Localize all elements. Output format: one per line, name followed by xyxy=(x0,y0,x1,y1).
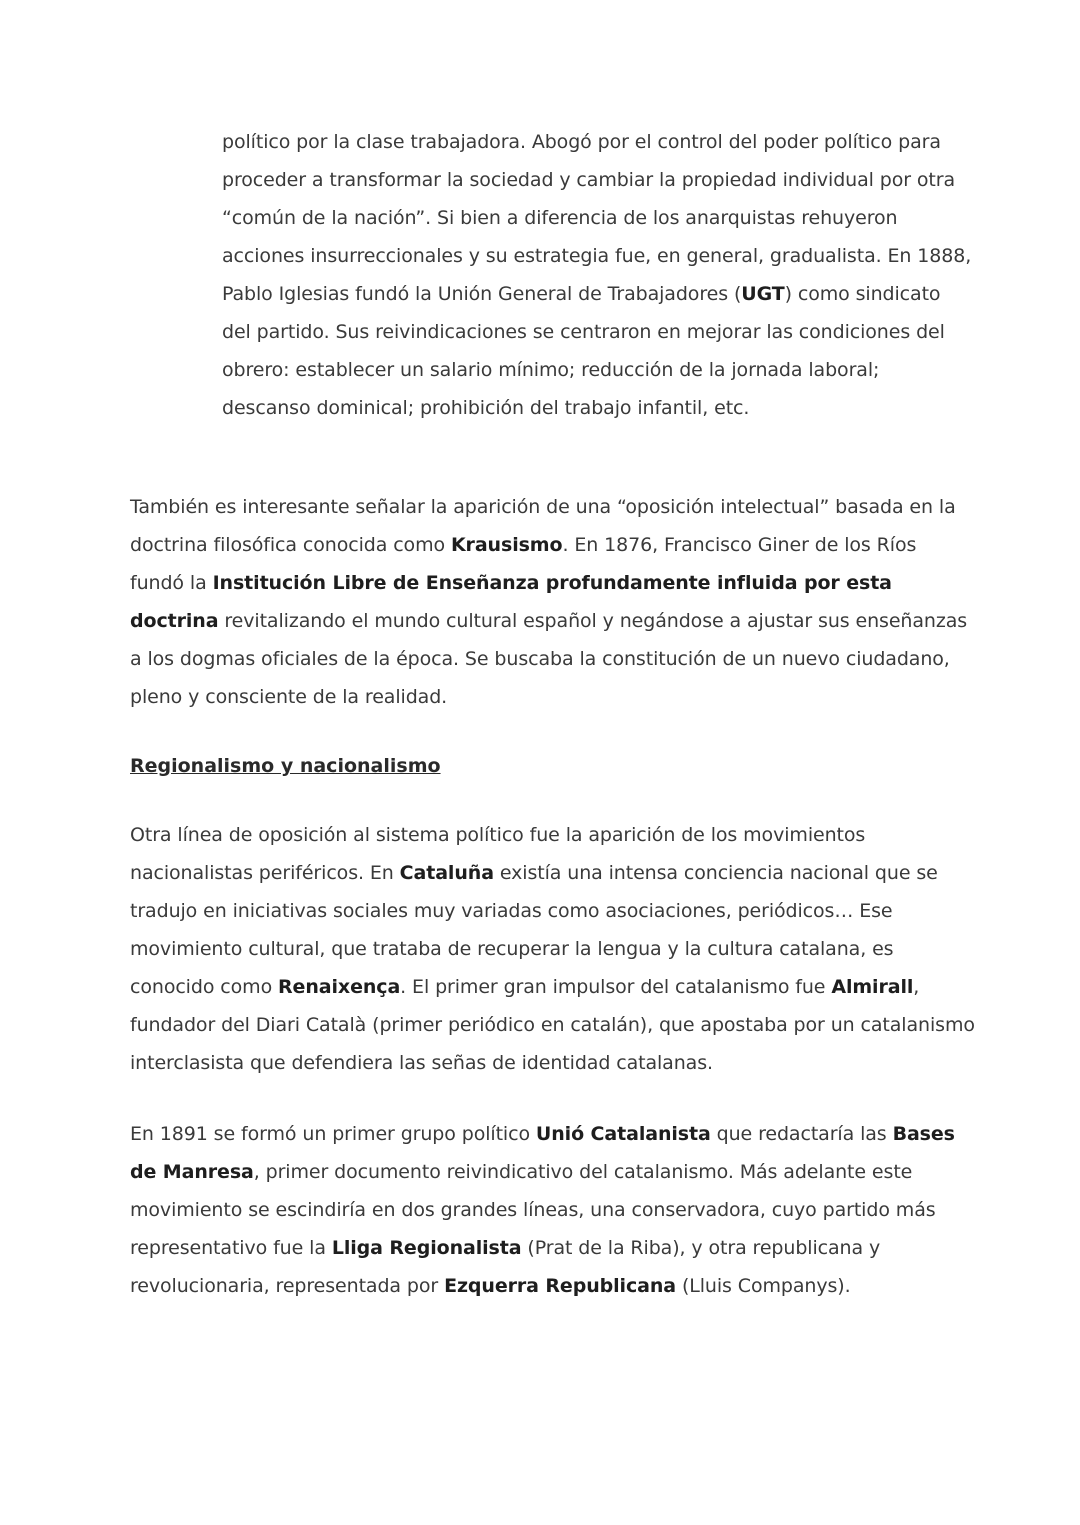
text-run: conocido como xyxy=(130,976,279,998)
text-line xyxy=(130,1197,936,1223)
text-line xyxy=(130,974,919,1000)
text-run: , primer documento reivindicativo del catalanismo. Más adelante este xyxy=(253,1161,913,1183)
text-run: político por la clase trabajadora. Abogó por el control del poder político para xyxy=(222,131,941,153)
text-line xyxy=(222,167,955,193)
text-run: representativo fue la xyxy=(130,1237,332,1259)
text-line xyxy=(130,898,892,924)
bold-text: Cataluña xyxy=(399,862,494,884)
bold-text: Unió Catalanista xyxy=(535,1123,711,1145)
text-run: descanso dominical; prohibición del trabajo infantil, etc. xyxy=(222,397,750,419)
bold-text: Bases xyxy=(892,1123,955,1145)
text-line xyxy=(130,684,447,710)
text-run: , xyxy=(913,976,920,998)
bold-text: Ezquerra Republicana xyxy=(444,1275,676,1297)
text-line xyxy=(222,243,971,269)
text-line xyxy=(130,1159,912,1185)
text-run: revolucionaria, representada por xyxy=(130,1275,445,1297)
text-line xyxy=(130,1012,975,1038)
text-line xyxy=(130,860,938,886)
text-line xyxy=(130,1050,713,1076)
text-line xyxy=(130,532,916,558)
bold-text: Renaixença xyxy=(278,976,401,998)
text-line xyxy=(222,395,749,421)
text-line xyxy=(130,608,967,634)
text-line xyxy=(130,646,950,672)
text-run: En 1891 se formó un primer grupo político xyxy=(130,1123,536,1145)
text-run: (Lluis Companys). xyxy=(676,1275,851,1297)
bold-text: Krausismo xyxy=(450,534,563,556)
text-line xyxy=(130,570,892,596)
text-run: . En 1876, Francisco Giner de los Ríos xyxy=(562,534,917,556)
text-line xyxy=(130,936,893,962)
text-line xyxy=(222,281,940,307)
text-run: acciones insurreccionales y su estrategia fue, en general, gradualista. En 1888, xyxy=(222,245,972,267)
text-run: Otra línea de oposición al sistema político fue la aparición de los movimientos xyxy=(130,824,866,846)
text-run: “común de la nación”. Si bien a diferencia de los anarquistas rehuyeron xyxy=(222,207,898,229)
text-run: movimiento cultural, que trataba de recuperar la lengua y la cultura catalana, es xyxy=(130,938,894,960)
bold-text: Almirall xyxy=(831,976,914,998)
text-line xyxy=(222,357,879,383)
text-line xyxy=(130,1273,851,1299)
text-line xyxy=(222,205,898,231)
text-run: interclasista que defendiera las señas de identidad catalanas. xyxy=(130,1052,713,1074)
text-run: movimiento se escindiría en dos grandes líneas, una conservadora, cuyo partido más xyxy=(130,1199,936,1221)
text-run: existía una intensa conciencia nacional que se xyxy=(493,862,938,884)
text-run: ) como sindicato xyxy=(784,283,941,305)
text-run: revitalizando el mundo cultural español y negándose a ajustar sus enseñanzas xyxy=(218,610,968,632)
text-run: Pablo Iglesias fundó la Unión General de Trabajadores ( xyxy=(222,283,742,305)
text-line xyxy=(130,494,956,520)
text-run: pleno y consciente de la realidad. xyxy=(130,686,448,708)
text-run: doctrina filosófica conocida como xyxy=(130,534,451,556)
text-run: que redactaría las xyxy=(710,1123,893,1145)
text-run: También es interesante señalar la aparición de una “oposición intelectual” basada en la xyxy=(130,496,956,518)
bold-text: UGT xyxy=(741,283,785,305)
text-run: . El primer gran impulsor del catalanismo fue xyxy=(400,976,832,998)
text-run: del partido. Sus reivindicaciones se centraron en mejorar las condiciones del xyxy=(222,321,945,343)
text-run: nacionalistas periféricos. En xyxy=(130,862,400,884)
bold-text: doctrina xyxy=(130,610,219,632)
text-line xyxy=(130,1235,880,1261)
text-line xyxy=(222,319,945,345)
text-run: obrero: establecer un salario mínimo; reducción de la jornada laboral; xyxy=(222,359,880,381)
text-run: (Prat de la Riba), y otra republicana y xyxy=(521,1237,881,1259)
text-run: fundador del Diari Català (primer periódico en catalán), que apostaba por un catalanismo xyxy=(130,1014,975,1036)
text-run: fundó la xyxy=(130,572,213,594)
bold-text: de Manresa xyxy=(130,1161,254,1183)
bold-text: Institución Libre de Enseñanza profundamente influida por esta xyxy=(212,572,892,594)
section-heading: Regionalismo y nacionalismo xyxy=(130,755,441,777)
bold-text: Lliga Regionalista xyxy=(331,1237,522,1259)
text-line xyxy=(130,822,865,848)
text-line xyxy=(130,1121,955,1147)
text-run: a los dogmas oficiales de la época. Se buscaba la constitución de un nuevo ciudadano, xyxy=(130,648,950,670)
text-run: proceder a transformar la sociedad y cambiar la propiedad individual por otra xyxy=(222,169,956,191)
text-line xyxy=(222,129,941,155)
text-run: tradujo en iniciativas sociales muy variadas como asociaciones, periódicos… Ese xyxy=(130,900,893,922)
